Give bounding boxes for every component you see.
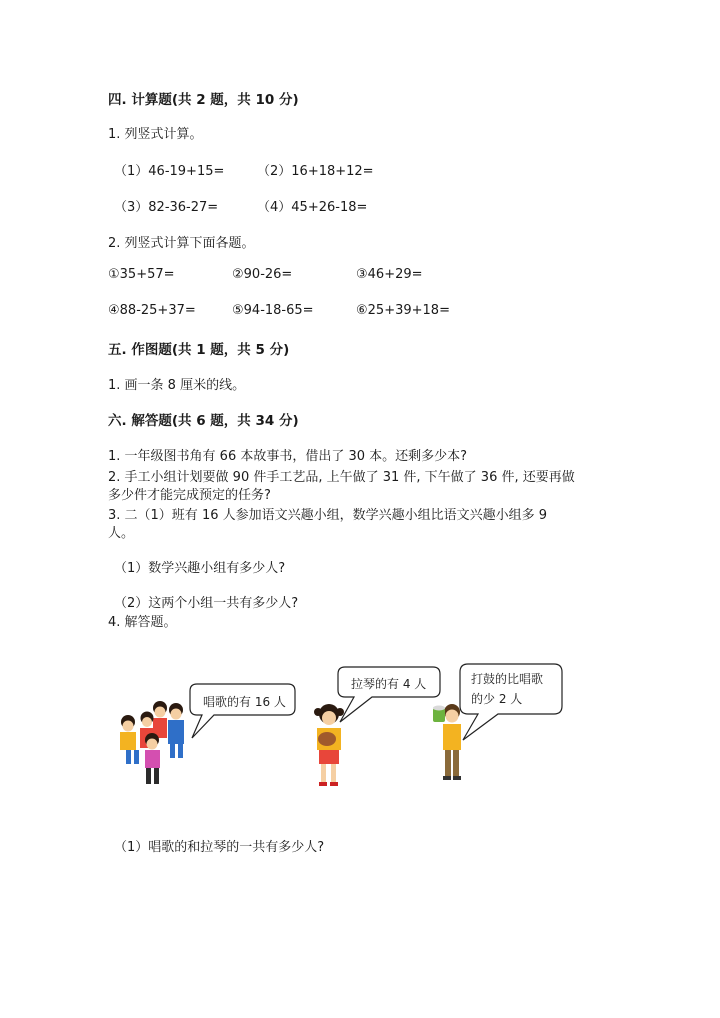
section6-q3-sub2: （2）这两个小组一共有多少人?	[114, 596, 299, 611]
q2-item-1: ①35+57=	[108, 267, 175, 282]
singers-bubble-text: 唱歌的有 16 人	[203, 695, 286, 709]
q1-item-1: （1）46-19+15=	[114, 164, 225, 179]
q2-item-5: ⑤94-18-65=	[232, 303, 314, 318]
section6-q2-line2: 多少件才能完成预定的任务?	[108, 488, 271, 503]
section6-q3-line2: 人。	[108, 526, 135, 541]
section5-q1: 1. 画一条 8 厘米的线。	[108, 378, 246, 393]
q2-item-6: ⑥25+39+18=	[356, 303, 450, 318]
q2-item-4: ④88-25+37=	[108, 303, 196, 318]
section6-q3-sub1: （1）数学兴趣小组有多少人?	[114, 561, 286, 576]
q2-item-3: ③46+29=	[356, 267, 423, 282]
section6-q2-line1: 2. 手工小组计划要做 90 件手工艺品, 上午做了 31 件, 下午做了 36 件, 还要再做	[108, 470, 575, 485]
violin-girl-figure	[314, 704, 344, 786]
section6-q4: 4. 解答题。	[108, 615, 177, 630]
section5-heading: 五. 作图题(共 1 题，共 5 分)	[108, 342, 290, 358]
q1-item-2: （2）16+18+12=	[257, 164, 374, 179]
section4-heading: 四. 计算题(共 2 题，共 10 分)	[108, 92, 299, 108]
q2-title: 2. 列竖式计算下面各题。	[108, 236, 255, 251]
q1-title: 1. 列竖式计算。	[108, 127, 203, 142]
section6-q3-line1: 3. 二（1）班有 16 人参加语文兴趣小组，数学兴趣小组比语文兴趣小组多 9	[108, 508, 548, 523]
singers-group-figure	[120, 701, 184, 784]
drum-bubble-text-line1: 打鼓的比唱歌	[471, 672, 544, 686]
section6-q1: 1. 一年级图书角有 66 本故事书，借出了 30 本。还剩多少本?	[108, 449, 468, 464]
section6-heading: 六. 解答题(共 6 题，共 34 分)	[108, 413, 299, 429]
drummer-boy-figure	[433, 704, 461, 780]
drum-bubble-text-line2: 的少 2 人	[471, 692, 523, 706]
violin-bubble-text: 拉琴的有 4 人	[351, 677, 427, 691]
q1-item-3: （3）82-36-27=	[114, 200, 219, 215]
q1-item-4: （4）45+26-18=	[257, 200, 368, 215]
q2-item-2: ②90-26=	[232, 267, 293, 282]
section6-q4-sub1: （1）唱歌的和拉琴的一共有多少人?	[114, 840, 325, 855]
